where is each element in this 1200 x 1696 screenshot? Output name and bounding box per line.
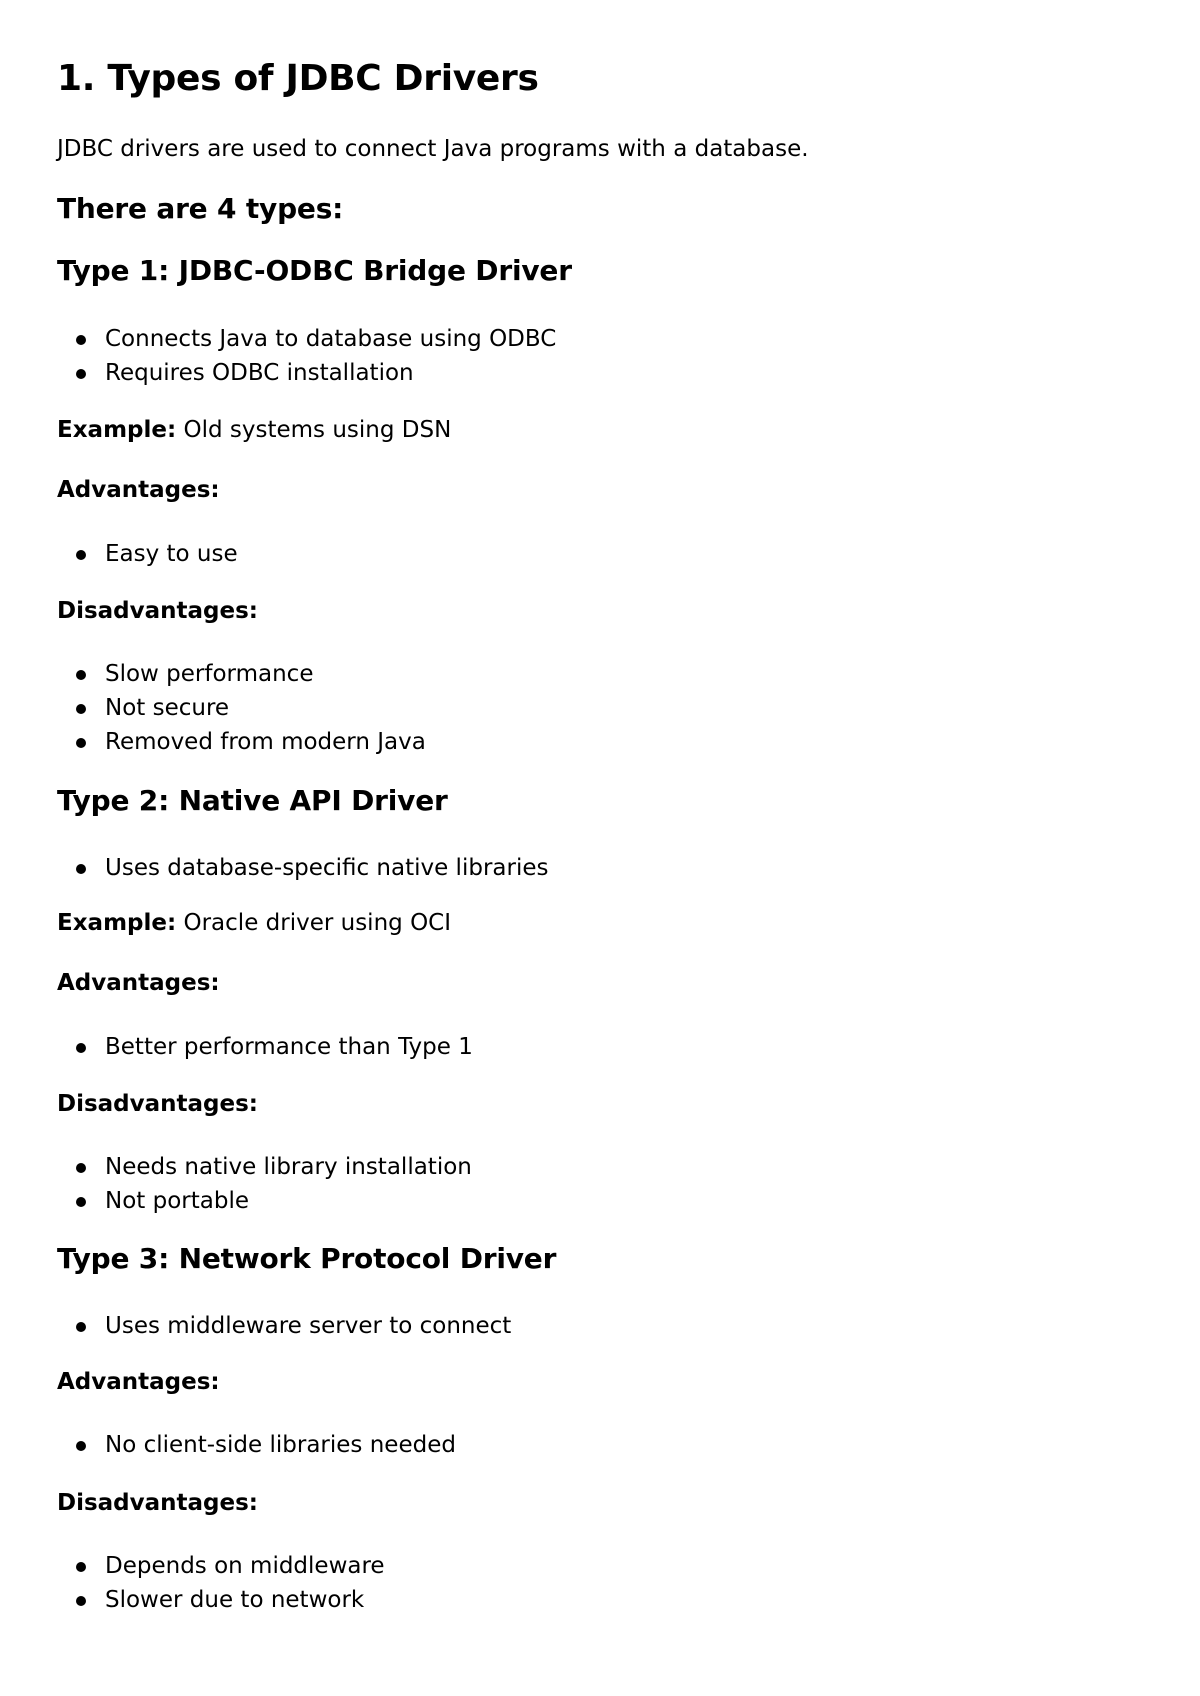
list-item: Needs native library installation	[57, 1150, 472, 1184]
types-heading: There are 4 types:	[57, 192, 344, 225]
list-item: Slow performance	[57, 657, 426, 691]
type3-points-list	[57, 1309, 511, 1343]
type3-advantages-label: Advantages:	[57, 1369, 220, 1395]
list-item: Not secure	[57, 691, 426, 725]
type1-advantages-label: Advantages:	[57, 477, 220, 503]
list-item: Uses database-specific native libraries	[57, 851, 548, 885]
type2-disadvantages-label: Disadvantages:	[57, 1091, 259, 1117]
type3-heading: Type 3: Network Protocol Driver	[57, 1242, 557, 1275]
type1-advantages-list	[57, 537, 238, 571]
type2-advantages-list	[57, 1030, 473, 1064]
type2-points-list	[57, 851, 548, 885]
example-label: Example:	[57, 910, 177, 936]
type1-disadvantages-list	[57, 657, 426, 759]
type2-example	[57, 907, 451, 939]
list-item: Better performance than Type 1	[57, 1030, 473, 1064]
type3-disadvantages-list	[57, 1549, 385, 1617]
intro-paragraph: JDBC drivers are used to connect Java programs with a database.	[57, 136, 809, 162]
example-label: Example:	[57, 417, 177, 443]
list-item: Easy to use	[57, 537, 238, 571]
type2-example-text: Oracle driver using OCI	[183, 910, 452, 936]
type1-disadvantages-label: Disadvantages:	[57, 598, 259, 624]
type3-advantages-list	[57, 1428, 456, 1462]
list-item: Depends on middleware	[57, 1549, 385, 1583]
list-item: Connects Java to database using ODBC	[57, 322, 556, 356]
type1-example-text: Old systems using DSN	[183, 417, 452, 443]
list-item: Removed from modern Java	[57, 725, 426, 759]
list-item: Not portable	[57, 1184, 472, 1218]
list-item: No client-side libraries needed	[57, 1428, 456, 1462]
type1-heading: Type 1: JDBC-ODBC Bridge Driver	[57, 254, 572, 287]
type1-example	[57, 414, 451, 446]
list-item: Slower due to network	[57, 1583, 385, 1617]
list-item: Uses middleware server to connect	[57, 1309, 511, 1343]
type2-heading: Type 2: Native API Driver	[57, 784, 448, 817]
type1-points-list	[57, 322, 556, 390]
type2-advantages-label: Advantages:	[57, 970, 220, 996]
type2-disadvantages-list	[57, 1150, 472, 1218]
list-item: Requires ODBC installation	[57, 356, 556, 390]
type3-disadvantages-label: Disadvantages:	[57, 1490, 259, 1516]
page-title: 1. Types of JDBC Drivers	[57, 58, 539, 99]
